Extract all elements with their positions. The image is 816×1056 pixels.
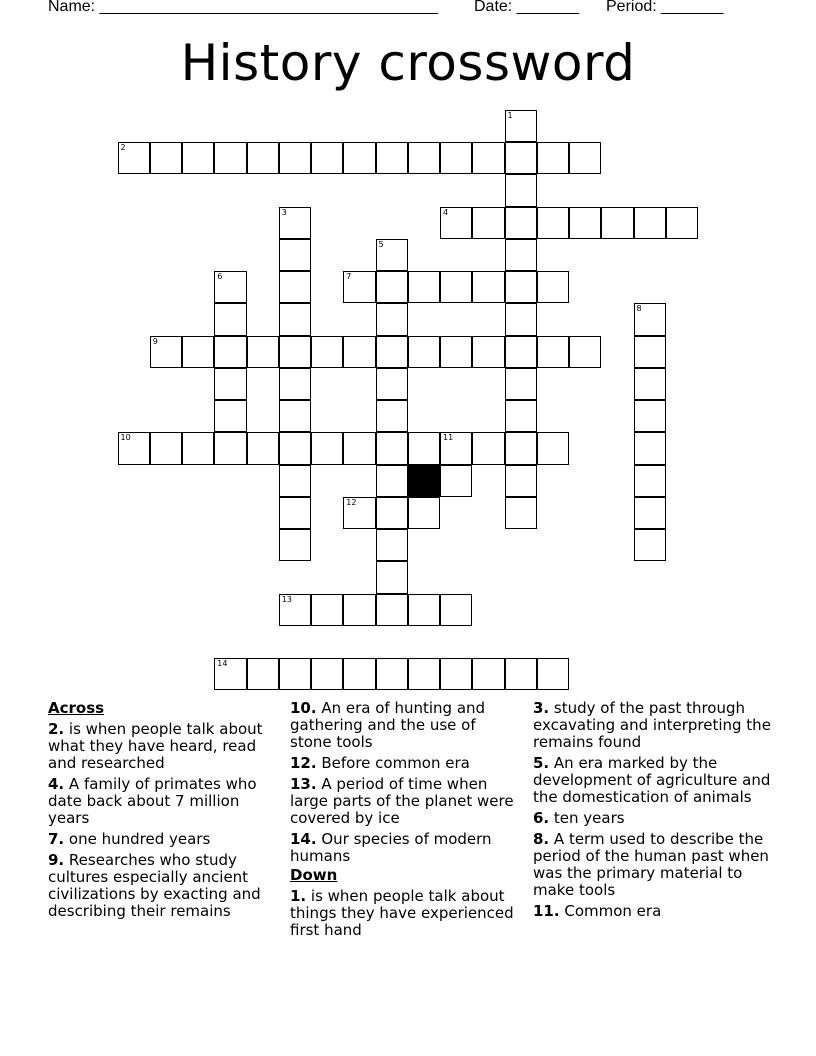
grid-cell[interactable] [634, 497, 666, 529]
grid-cell[interactable] [118, 432, 150, 464]
grid-cell[interactable] [505, 174, 537, 206]
clue-number: 1 [507, 110, 513, 120]
grid-cell[interactable] [505, 497, 537, 529]
clue-number: 13 [281, 594, 292, 604]
grid-cell[interactable] [343, 336, 375, 368]
grid-cell[interactable] [440, 142, 472, 174]
grid-cell[interactable] [634, 303, 666, 335]
grid-cell[interactable] [376, 658, 408, 690]
grid-cell[interactable] [279, 400, 311, 432]
clue-across-7: 7. one hundred years [48, 830, 211, 848]
clue-down-3: 3. study of the past through excavating and interpreting the remains found [533, 699, 771, 751]
grid-cell[interactable] [376, 497, 408, 529]
grid-cell[interactable] [247, 142, 279, 174]
grid-cell[interactable] [537, 207, 569, 239]
grid-cell[interactable] [247, 336, 279, 368]
grid-cell[interactable] [376, 400, 408, 432]
grid-cell[interactable] [505, 207, 537, 239]
grid-cell[interactable] [279, 207, 311, 239]
clue-down-6: 6. ten years [533, 809, 625, 827]
clue-across-2: 2. is when people talk about what they have heard, read and researched [48, 720, 263, 772]
grid-cell[interactable] [505, 271, 537, 303]
grid-cell[interactable] [505, 336, 537, 368]
grid-cell[interactable] [408, 658, 440, 690]
grid-cell[interactable] [440, 271, 472, 303]
grid-cell[interactable] [376, 368, 408, 400]
grid-cell[interactable] [505, 432, 537, 464]
grid-cell[interactable] [472, 432, 504, 464]
grid-cell[interactable] [440, 207, 472, 239]
grid-cell[interactable] [537, 658, 569, 690]
grid-cell[interactable] [279, 432, 311, 464]
grid-cell[interactable] [214, 658, 246, 690]
clue-across-13: 13. A period of time when large parts of the planet were covered by ice [290, 775, 514, 827]
grid-cell[interactable] [214, 303, 246, 335]
clue-number: 4 [443, 207, 449, 217]
grid-cell[interactable] [472, 336, 504, 368]
grid-cell[interactable] [505, 142, 537, 174]
grid-cell[interactable] [279, 594, 311, 626]
grid-cell[interactable] [247, 658, 279, 690]
clue-down-8: 8. A term used to describe the period of the human past when was the primary material to make tools [533, 830, 769, 899]
clue-number: 2 [120, 143, 126, 152]
grid-cell[interactable] [472, 271, 504, 303]
grid-cell[interactable] [182, 336, 214, 368]
grid-cell[interactable] [311, 336, 343, 368]
grid-cell[interactable] [311, 658, 343, 690]
grid-cell[interactable] [150, 336, 182, 368]
name-field-label[interactable]: Name: ______________________________________ [48, 0, 438, 15]
grid-cell[interactable] [247, 432, 279, 464]
grid-cell[interactable] [279, 303, 311, 335]
black-cell [408, 465, 440, 497]
grid-cell[interactable] [505, 239, 537, 271]
grid-cell[interactable] [601, 207, 633, 239]
grid-cell[interactable] [634, 207, 666, 239]
grid-cell[interactable] [505, 658, 537, 690]
grid-cell[interactable] [408, 594, 440, 626]
grid-cell[interactable] [376, 529, 408, 561]
grid-cell[interactable] [182, 432, 214, 464]
grid-cell[interactable] [182, 142, 214, 174]
grid-cell[interactable] [311, 432, 343, 464]
page-title: History crossword [180, 34, 636, 92]
grid-cell[interactable] [440, 465, 472, 497]
grid-cell[interactable] [666, 207, 698, 239]
grid-cell[interactable] [311, 594, 343, 626]
date-field-label[interactable]: Date: _______ [474, 0, 579, 15]
grid-cell[interactable] [214, 142, 246, 174]
grid-cell[interactable] [537, 432, 569, 464]
grid-cell[interactable] [279, 271, 311, 303]
grid-cell[interactable] [376, 271, 408, 303]
grid-cell[interactable] [569, 336, 601, 368]
grid-cell[interactable] [569, 207, 601, 239]
clue-across-4: 4. A family of primates who date back about 7 million years [48, 775, 257, 827]
clue-number: 5 [378, 239, 384, 249]
grid-cell[interactable] [472, 658, 504, 690]
grid-cell[interactable] [279, 336, 311, 368]
clue-number: 10 [120, 433, 131, 443]
clue-number: 7 [346, 272, 352, 281]
grid-cell[interactable] [634, 529, 666, 561]
grid-cell[interactable] [279, 529, 311, 561]
grid-cell[interactable] [634, 400, 666, 432]
grid-cell[interactable] [505, 110, 537, 142]
grid-cell[interactable] [376, 336, 408, 368]
across-heading: Across [48, 699, 105, 717]
grid-cell[interactable] [505, 465, 537, 497]
grid-cell[interactable] [376, 303, 408, 335]
grid-cell[interactable] [505, 303, 537, 335]
grid-cell[interactable] [537, 271, 569, 303]
clue-across-12: 12. Before common era [290, 754, 470, 772]
grid-cell[interactable] [343, 271, 375, 303]
grid-cell[interactable] [343, 497, 375, 529]
grid-cell[interactable] [408, 497, 440, 529]
grid-cell[interactable] [376, 594, 408, 626]
grid-cell[interactable] [408, 142, 440, 174]
grid-cell[interactable] [214, 432, 246, 464]
clue-across-10: 10. An era of hunting and gathering and the use of stone tools [290, 699, 486, 751]
clue-number: 14 [217, 659, 228, 668]
grid-cell[interactable] [440, 432, 472, 464]
grid-cell[interactable] [214, 271, 246, 303]
clue-number: 12 [346, 497, 357, 507]
grid-cell[interactable] [376, 432, 408, 464]
grid-cell[interactable] [214, 400, 246, 432]
grid-cell[interactable] [279, 465, 311, 497]
grid-cell[interactable] [150, 432, 182, 464]
clue-across-14: 14. Our species of modern humans [290, 830, 492, 865]
clue-down-5: 5. An era marked by the development of agriculture and the domestication of animals [533, 754, 771, 806]
grid-cell[interactable] [634, 465, 666, 497]
clue-across-9: 9. Researches who study cultures especially ancient civilizations by exacting and describing their remains [48, 851, 261, 920]
grid-cell[interactable] [505, 368, 537, 400]
grid-cell[interactable] [634, 368, 666, 400]
grid-cell[interactable] [279, 658, 311, 690]
clues-column-2 [290, 700, 515, 943]
grid-cell[interactable] [343, 142, 375, 174]
grid-cell[interactable] [343, 594, 375, 626]
grid-cell[interactable] [440, 594, 472, 626]
clue-down-11: 11. Common era [533, 902, 662, 920]
grid-cell[interactable] [343, 658, 375, 690]
grid-cell[interactable] [376, 239, 408, 271]
grid-cell[interactable] [440, 658, 472, 690]
grid-cell[interactable] [214, 336, 246, 368]
clue-number: 3 [281, 207, 287, 217]
grid-cell[interactable] [505, 400, 537, 432]
grid-cell[interactable] [311, 142, 343, 174]
grid-cell[interactable] [472, 142, 504, 174]
grid-cell[interactable] [343, 432, 375, 464]
grid-cell[interactable] [279, 142, 311, 174]
clue-number: 6 [217, 272, 223, 281]
grid-cell[interactable] [279, 239, 311, 271]
grid-cell[interactable] [376, 561, 408, 593]
grid-cell[interactable] [408, 271, 440, 303]
grid-cell[interactable] [634, 336, 666, 368]
grid-cell[interactable] [214, 368, 246, 400]
period-field-label[interactable]: Period: _______ [606, 0, 724, 15]
clues-column-1 [48, 700, 280, 924]
grid-cell[interactable] [472, 207, 504, 239]
grid-cell[interactable] [376, 465, 408, 497]
grid-cell[interactable] [537, 336, 569, 368]
grid-cell[interactable] [150, 142, 182, 174]
grid-cell[interactable] [634, 432, 666, 464]
grid-cell[interactable] [537, 142, 569, 174]
grid-cell[interactable] [118, 142, 150, 174]
grid-cell[interactable] [440, 336, 472, 368]
clue-down-1: 1. is when people talk about things they have experienced first hand [290, 887, 514, 939]
grid-cell[interactable] [408, 336, 440, 368]
down-heading: Down [290, 866, 338, 884]
clues-column-3 [533, 700, 773, 924]
clue-number: 8 [636, 304, 642, 314]
grid-cell[interactable] [279, 497, 311, 529]
grid-cell[interactable] [408, 432, 440, 464]
clue-number: 9 [152, 336, 158, 346]
grid-cell[interactable] [376, 142, 408, 174]
grid-cell[interactable] [279, 368, 311, 400]
clue-number: 11 [443, 433, 454, 443]
grid-cell[interactable] [569, 142, 601, 174]
